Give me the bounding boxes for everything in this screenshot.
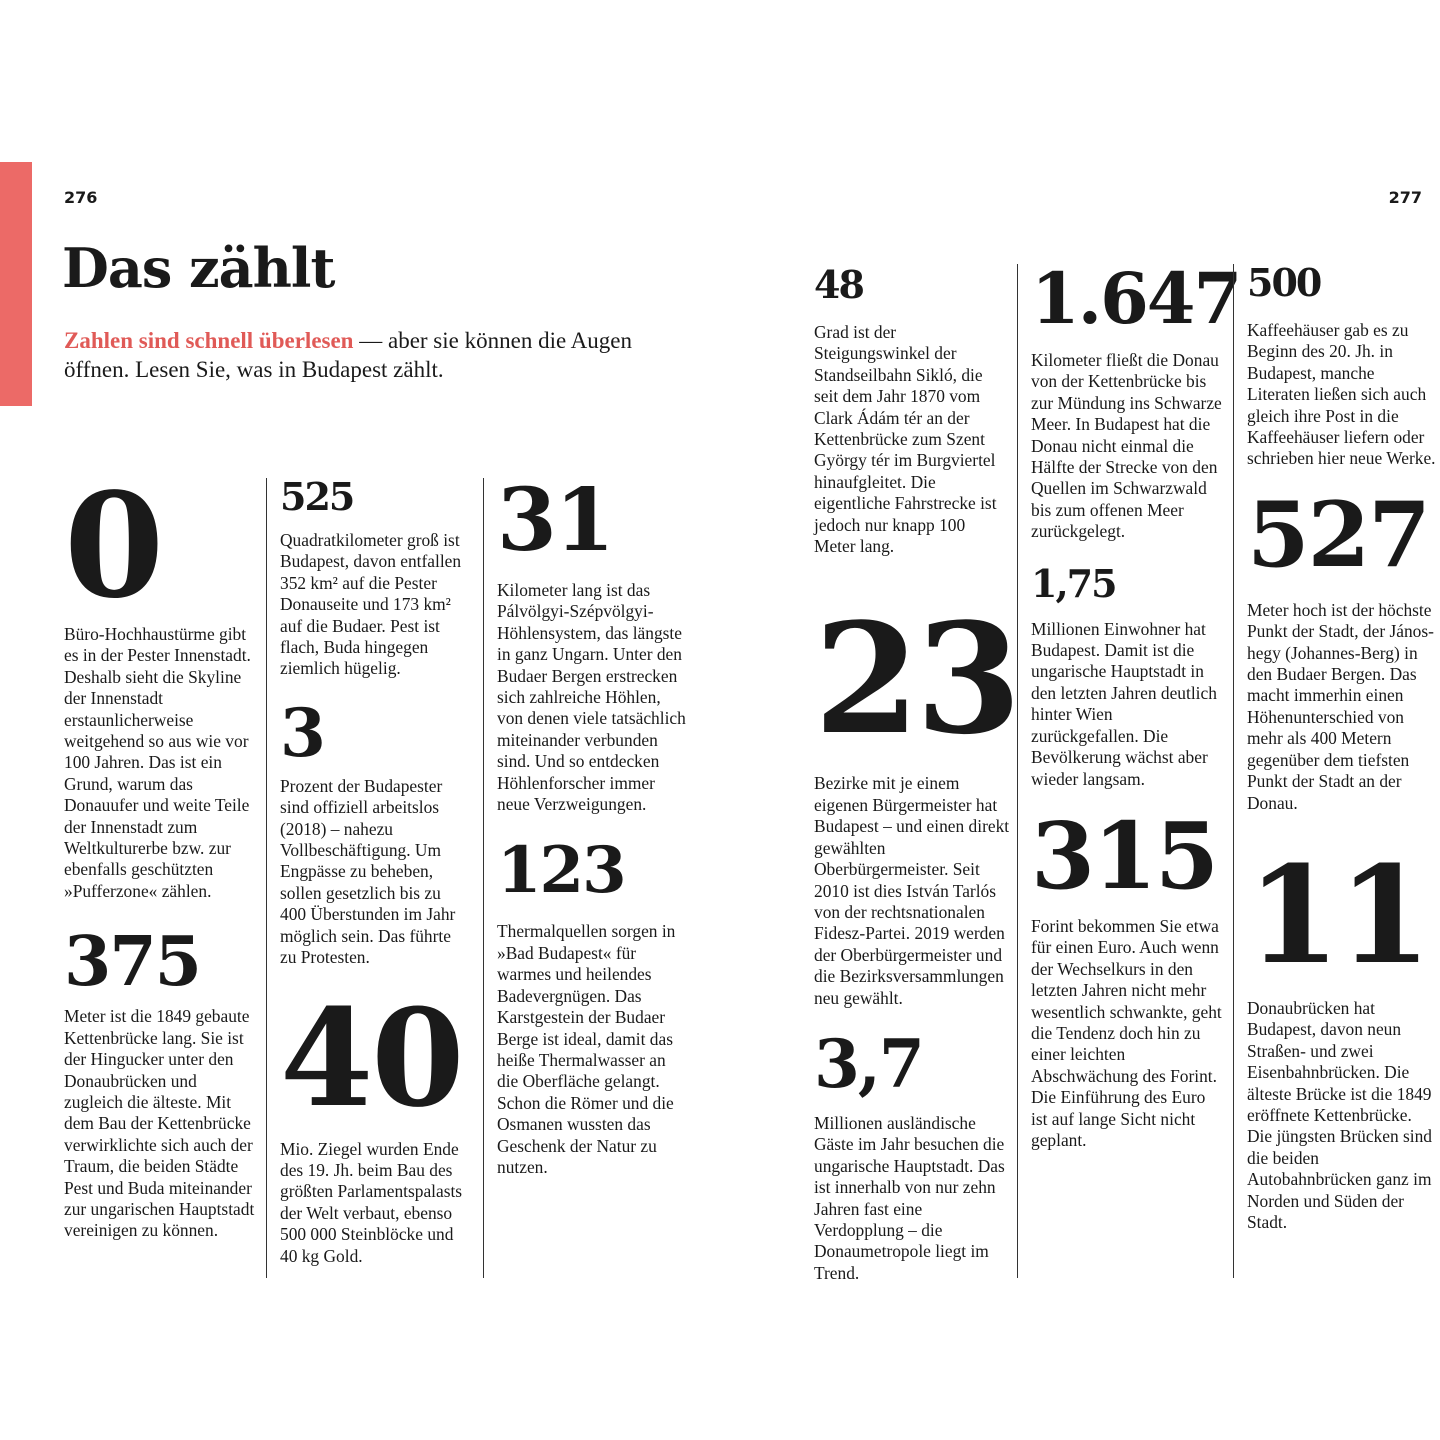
- fact-number: 375: [64, 922, 200, 1003]
- accent-bar: [0, 162, 32, 406]
- fact-text: Prozent der Budapester sind offiziell arbeitslos (2018) – nahezu Vollbeschäftigung. Um Engpässe zu beheben, sollen gesetzlich bis zu 400 Überstunden im Jahr möglich sein. Das führte zu Protesten.: [280, 775, 456, 968]
- fact-text: Quadratkilometer groß ist Budapest, davon entfallen 352 km² auf die Pester Donauseite und 173 km² auf die Budaer. Pest ist flach, Buda hingegen ziemlich hügelig.: [280, 530, 462, 679]
- fact-number: 3: [280, 693, 324, 772]
- fact-number: 23: [814, 589, 1018, 769]
- fact-123: [497, 833, 689, 1178]
- fact-text: Forint bekommen Sie etwa für einen Euro. Auch wenn der Wechselkurs in den letzten Jahren nicht mehr wesentlich schwankte, geht die Tendenz doch hin zu einer leichten Abschwächung des Forint. Die Einführung des Euro ist auf lange Sicht nicht geplant.: [1031, 915, 1222, 1150]
- fact-375: [64, 922, 260, 1241]
- fact-40: [280, 978, 470, 1267]
- fact-number: 1,75: [1031, 560, 1116, 606]
- fact-11: [1247, 835, 1439, 1233]
- fact-number: 0: [64, 461, 163, 630]
- fact-525: [280, 474, 470, 680]
- intro-text: [64, 326, 664, 384]
- fact-31: [497, 470, 689, 815]
- fact-number: 48: [814, 262, 863, 307]
- column-5: [1017, 257, 1241, 1278]
- fact-48: [814, 262, 1010, 557]
- fact-number: 3,7: [814, 1024, 923, 1103]
- page-number-left: 276: [64, 188, 98, 207]
- fact-3: [280, 693, 470, 969]
- fact-315: [1031, 801, 1223, 1151]
- fact-number: 1.647: [1031, 257, 1241, 340]
- fact-1647: [1031, 257, 1241, 543]
- fact-text: Thermalquellen sorgen in »Bad Budapest« für warmes und heilendes Badevergnügen. Das Karstgestein der Budaer Berge ist ideal, damit das heiße Thermalwasser an die Oberfläche gelangt. Schon die Römer und die Osmanen wussten das Geschenk der Natur zu nutzen.: [497, 921, 676, 1177]
- fact-number: 31: [497, 470, 613, 571]
- page-number-right: 277: [1388, 188, 1422, 207]
- fact-number: 500: [1247, 260, 1321, 305]
- fact-500: [1247, 260, 1439, 470]
- column-4: [814, 262, 1018, 1284]
- fact-number: 527: [1247, 481, 1429, 588]
- fact-number: 315: [1031, 801, 1218, 910]
- fact-number: 123: [497, 833, 625, 909]
- fact-number: 40: [280, 978, 463, 1137]
- page-title: Das zählt: [62, 236, 335, 300]
- fact-text: Donaubrücken hat Budapest, davon neun Straßen- und zwei Eisenbahnbrücken. Die älteste Brücke ist die 1849 eröffnete Kettenbrücke. Die jüngsten Brücken sind die beiden Autobahnbrücken ganz im Norden und Süden der Stadt.: [1247, 997, 1432, 1232]
- column-1: [64, 461, 260, 1242]
- fact-527: [1247, 481, 1439, 814]
- fact-text: Bezirke mit je einem eigenen Bürgermeister hat Budapest – und einen direkt gewählten Oberbürgermeister. Seit 2010 ist dies István Tarlós von der rechtsnationalen Fidesz-Partei. 2019 werden der Oberbürgermeister und die Bezirksversammlungen neu gewählt.: [814, 773, 1010, 1008]
- fact-text: Meter hoch ist der höchste Punkt der Stadt, der János-hegy (Johannes-Berg) in den Budaer Bergen. Das macht immerhin einen Höhenunterschied von mehr als 400 Metern gegenüber dem tiefsten Punkt der Stadt an der Donau.: [1247, 599, 1434, 813]
- fact-number: 11: [1247, 835, 1430, 994]
- fact-number: 525: [280, 474, 354, 519]
- column-6: [1233, 260, 1439, 1278]
- fact-1-75: [1031, 560, 1223, 790]
- fact-text: Kaffeehäuser gab es zu Beginn des 20. Jh. in Budapest, manche Literaten ließen sich auch gleich ihre Post in die Kaffeehäuser liefern oder schrieben hier neue Werke.: [1247, 320, 1436, 469]
- fact-text: Millionen Einwohner hat Budapest. Damit ist die ungarische Hauptstadt in den letzten Jahren deutlich hinter Wien zurückgefallen. Die Bevölkerung wächst aber wieder langsam.: [1031, 618, 1217, 789]
- fact-text: Kilometer lang ist das Pálvölgyi-Szépvölgyi-Höhlensystem, das längste in ganz Ungarn. Unter den Budaer Bergen erstrecken sich zahlreiche Höhlen, von denen viele tatsächlich miteinander verbunden sind. Und so entdecken Höhlenforscher immer neue Verzweigungen.: [497, 580, 686, 815]
- column-3: [483, 470, 689, 1278]
- column-2: [266, 474, 470, 1278]
- fact-text: Grad ist der Steigungswinkel der Standseilbahn Sikló, die seit dem Jahr 1870 vom Clark Ádám tér an der Kettenbrücke zum Szent György tér im Burgviertel hinaufgleitet. Die eigentliche Fahrstrecke ist jedoch nur knapp 100 Meter lang.: [814, 322, 997, 557]
- fact-text: Mio. Ziegel wurden Ende des 19. Jh. beim Bau des größten Parlamentspalasts der Welt verbaut, ebenso 500 000 Steinblöcke und 40 kg Gold.: [280, 1138, 463, 1266]
- fact-text: Büro-Hochhaustürme gibt es in der Pester Innenstadt. Deshalb sieht die Skyline der Innenstadt erstaunlicherweise weitgehend so aus wie vor 100 Jahren. Das ist ein Grund, warum das Donauufer und weite Teile der Innenstadt zum Weltkulturerbe bzw. zur ebenfalls geschützten »Pufferzone« zählen.: [64, 624, 251, 901]
- fact-0: [64, 461, 260, 902]
- fact-text: Millionen ausländische Gäste im Jahr besuchen die ungarische Hauptstadt. Das ist innerhalb von nur zehn Jahren fast eine Verdopplung – die Donaumetropole liegt im Trend.: [814, 1112, 1005, 1283]
- fact-23: [814, 589, 1018, 1008]
- fact-text: Kilometer fließt die Donau von der Kettenbrücke bis zur Mündung ins Schwarze Meer. In Budapest hat die Donau nicht einmal die Hälfte der Strecke von den Quellen im Schwarzwald bis zum offenen Meer zurückgelegt.: [1031, 350, 1222, 542]
- fact-3-7: [814, 1024, 1010, 1284]
- fact-text: Meter ist die 1849 gebaute Kettenbrücke lang. Sie ist der Hingucker unter den Donaubrücken und zugleich die älteste. Mit dem Bau der Kettenbrücke verwirklichte sich auch der Traum, die beiden Städte Pest und Buda miteinander zur ungarischen Hauptstadt vereinigen zu können.: [64, 1006, 255, 1241]
- intro-highlight: Zahlen sind schnell überlesen: [64, 328, 354, 353]
- intro-rest: — aber sie können die Augen öffnen. Lesen Sie, was in Budapest zählt.: [64, 328, 632, 382]
